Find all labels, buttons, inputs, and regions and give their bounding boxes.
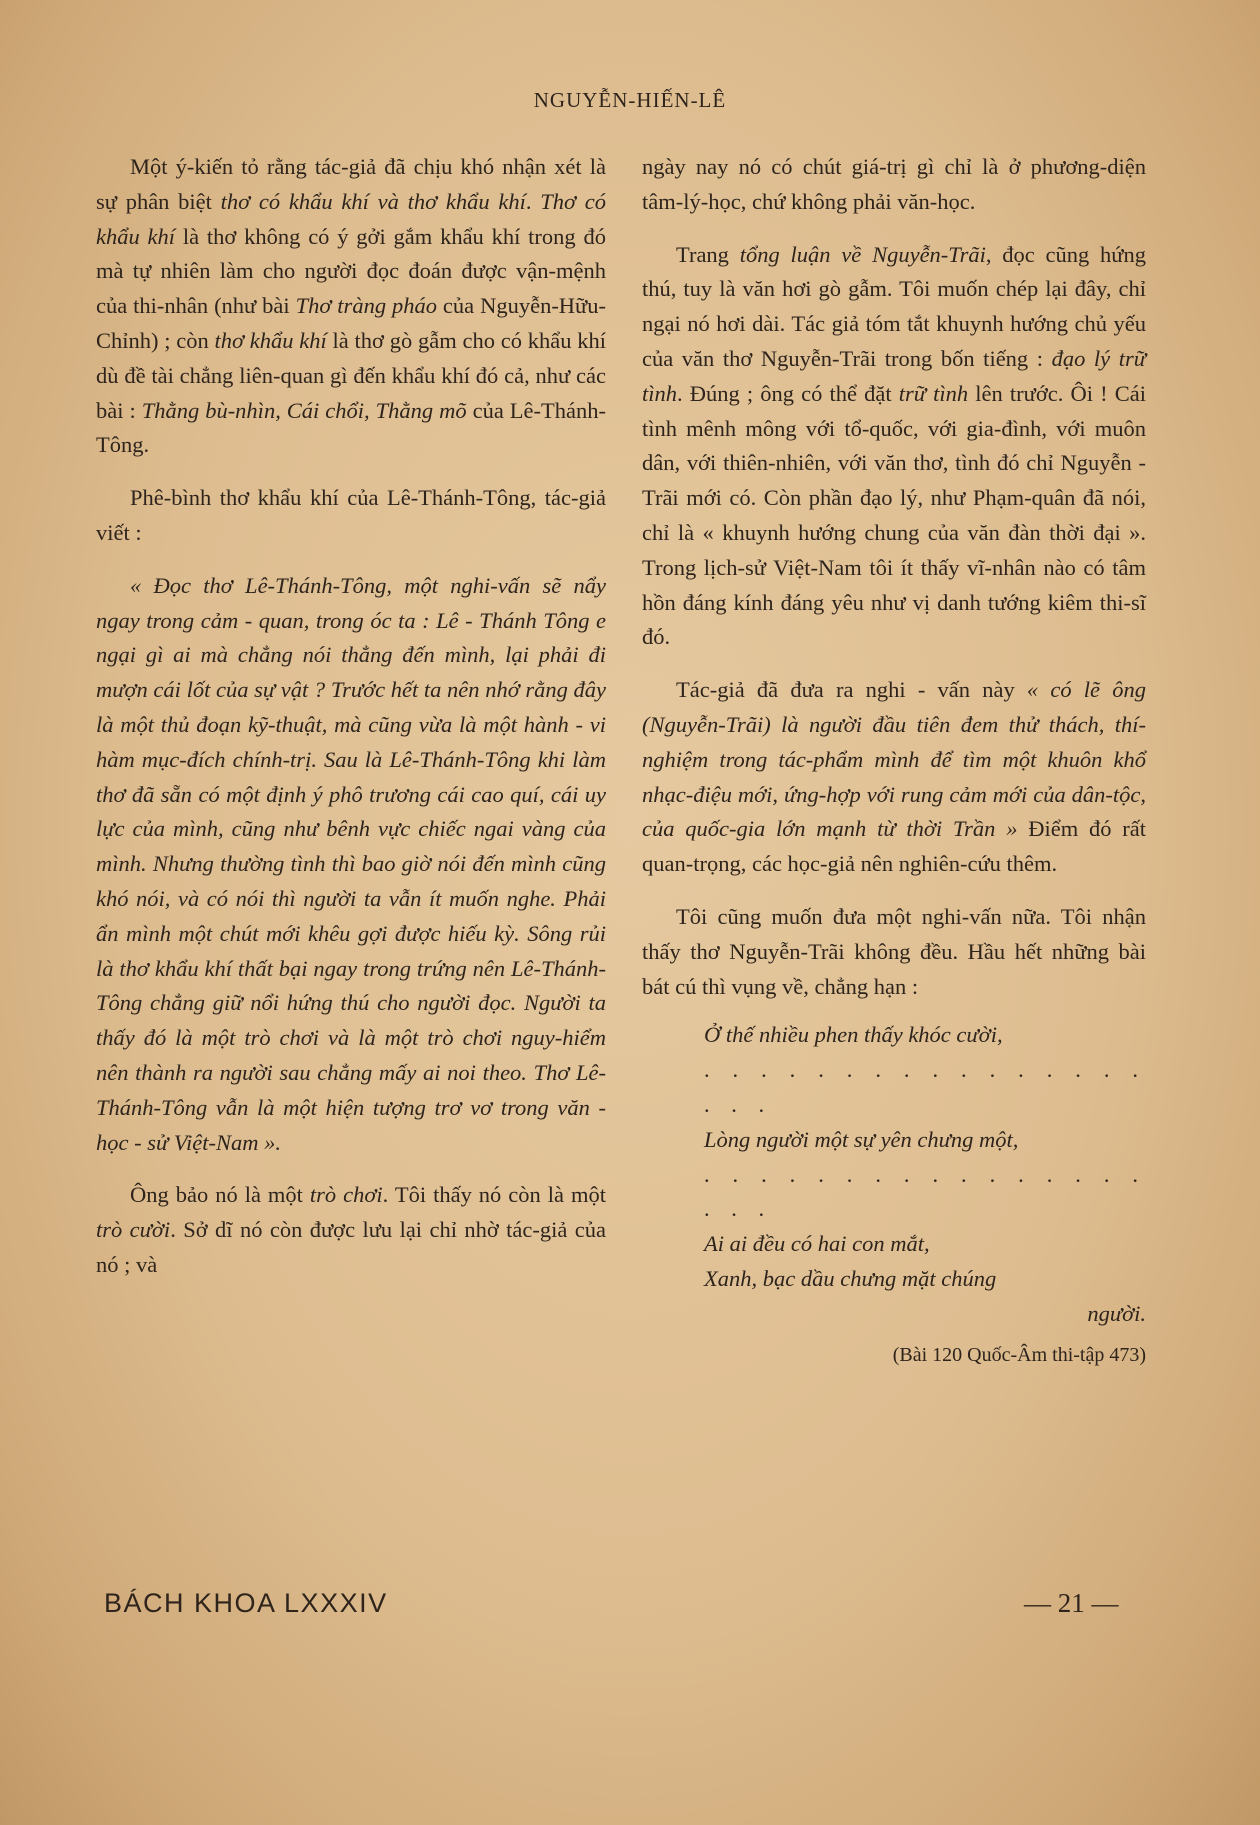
paragraph: Ông bảo nó là một trò chơi. Tôi thấy nó còn là một trò cười. Sở dĩ nó còn được lưu lại chỉ nhờ tác-giả của nó ; và (96, 1182, 606, 1277)
verse-line: Xanh, bạc dầu chưng mặt chúng (704, 1265, 997, 1291)
ellipsis-line: . . . . . . . . . . . . . . . . . . . (704, 1161, 1146, 1222)
paragraph: Một ý-kiến tỏ rằng tác-giả đã chịu khó nhận xét là sự phân biệt thơ có khẩu khí và thơ khẩu khí. Thơ có khẩu khí là thơ không có ý gởi gắm khẩu khí trong đó mà tự nhiên làm cho người đọc đoán được vận-mệnh của thi-nhân (như bài Thơ tràng pháo của Nguyễn-Hữu-Chỉnh) ; còn thơ khẩu khí là thơ gò gẫm cho có khẩu khí dù đề tài chẳng liên-quan gì đến khẩu khí đó cả, như các bài : Thằng bù-nhìn, Cái chổi, Thằng mõ của Lê-Thánh-Tông. (96, 154, 606, 458)
verse-line: người. (1087, 1300, 1146, 1326)
quotation: « Đọc thơ Lê-Thánh-Tông, một nghi-vấn sẽ nẩy ngay trong cảm - quan, trong óc ta : Lê - Thánh Tông e ngại gì ai mà chẳng nói thẳng đến mình, lại phải đi mượn cái lốt của sự vật ? Trước hết ta nên nhớ rằng đây là một thủ đoạn kỹ-thuật, mà cũng vừa là một hành - vi hàm mục-đích chính-trị. Sau là Lê-Thánh-Tông khi làm thơ đã sẵn có một định ý phô trương cái cao quí, cái uy lực của mình, cũng như bênh vực chiếc ngai vàng của mình. Nhưng thường tình thì bao giờ nói đến mình cũng khó nói, và có nói thì người ta vẫn ít muốn nghe. Phải ẩn mình một chút mới khêu gợi được hiếu kỳ. Sông rủi là thơ khẩu khí thất bại ngay trong trứng nên Lê-Thánh-Tông chẳng giữ nổi hứng thú cho người đọc. Người ta thấy đó là một trò chơi và là một trò chơi nguy-hiểm nên thành ra người sau chẳng mấy ai noi theo. Thơ Lê-Thánh-Tông vẫn là một hiện tượng trơ vơ trong văn - học - sử Việt-Nam ». (96, 572, 606, 1155)
paragraph: Tác-giả đã đưa ra nghi - vấn này « có lẽ ông (Nguyễn-Trãi) là người đầu tiên đem thử thách, thí-nghiệm trong tác-phẩm mình để tìm một khuôn khổ nhạc-điệu mới, ứng-hợp với rung cảm mới của dân-tộc, của quốc-gia lớn mạnh từ thời Trần » Điểm đó rất quan-trọng, các học-giả nên nghiên-cứu thêm. (642, 677, 1146, 877)
ellipsis-line: . . . . . . . . . . . . . . . . . . . (704, 1057, 1146, 1117)
left-column (96, 150, 606, 1283)
right-column (642, 150, 1146, 1372)
page-number: — 21 — (1024, 1588, 1119, 1618)
paragraph: ngày nay nó có chút giá-trị gì chỉ là ở phương-diện tâm-lý-học, chứ không phải văn-học. (642, 154, 1146, 214)
paragraph: Phê-bình thơ khẩu khí của Lê-Thánh-Tông, tác-giả viết : (96, 485, 606, 545)
verse-line: Lòng người một sự yên chưng một, (704, 1126, 1019, 1152)
journal-footer: BÁCH KHOA LXXXIV (104, 1588, 388, 1618)
verse-source: (Bài 120 Quốc-Âm thi-tập 473) (892, 1343, 1146, 1366)
paragraph: Trang tổng luận về Nguyễn-Trãi, đọc cũng hứng thú, tuy là văn hơi gò gẫm. Tôi muốn chép lại đây, chỉ ngại nó hơi dài. Tác giả tóm tắt khuynh hướng chủ yếu của văn thơ Nguyễn-Trãi trong bốn tiếng : đạo lý trữ tình. Đúng ; ông có thể đặt trữ tình lên trước. Ôi ! Cái tình mênh mông với tổ-quốc, với gia-đình, với muôn dân, với thiên-nhiên, với văn thơ, tình đó chỉ Nguyễn - Trãi mới có. Còn phần đạo lý, như Phạm-quân đã nói, chỉ là « khuynh hướng chung của văn đàn thời đại ». Trong lịch-sử Việt-Nam tôi ít thấy vĩ-nhân nào có tâm hồn đáng kính đáng yêu như vị danh tướng kiêm thi-sĩ đó. (642, 241, 1147, 650)
running-head: NGUYỄN-HIẾN-LÊ (533, 88, 727, 112)
verse (704, 1018, 1146, 1331)
paragraph: Tôi cũng muốn đưa một nghi-vấn nữa. Tôi nhận thấy thơ Nguyễn-Trãi không đều. Hầu hết những bài bát cú thì vụng về, chẳng hạn : (642, 903, 1146, 999)
verse-line: Ở thế nhiều phen thấy khóc cười, (704, 1022, 1003, 1048)
verse-line: Ai ai đều có hai con mắt, (704, 1231, 930, 1257)
